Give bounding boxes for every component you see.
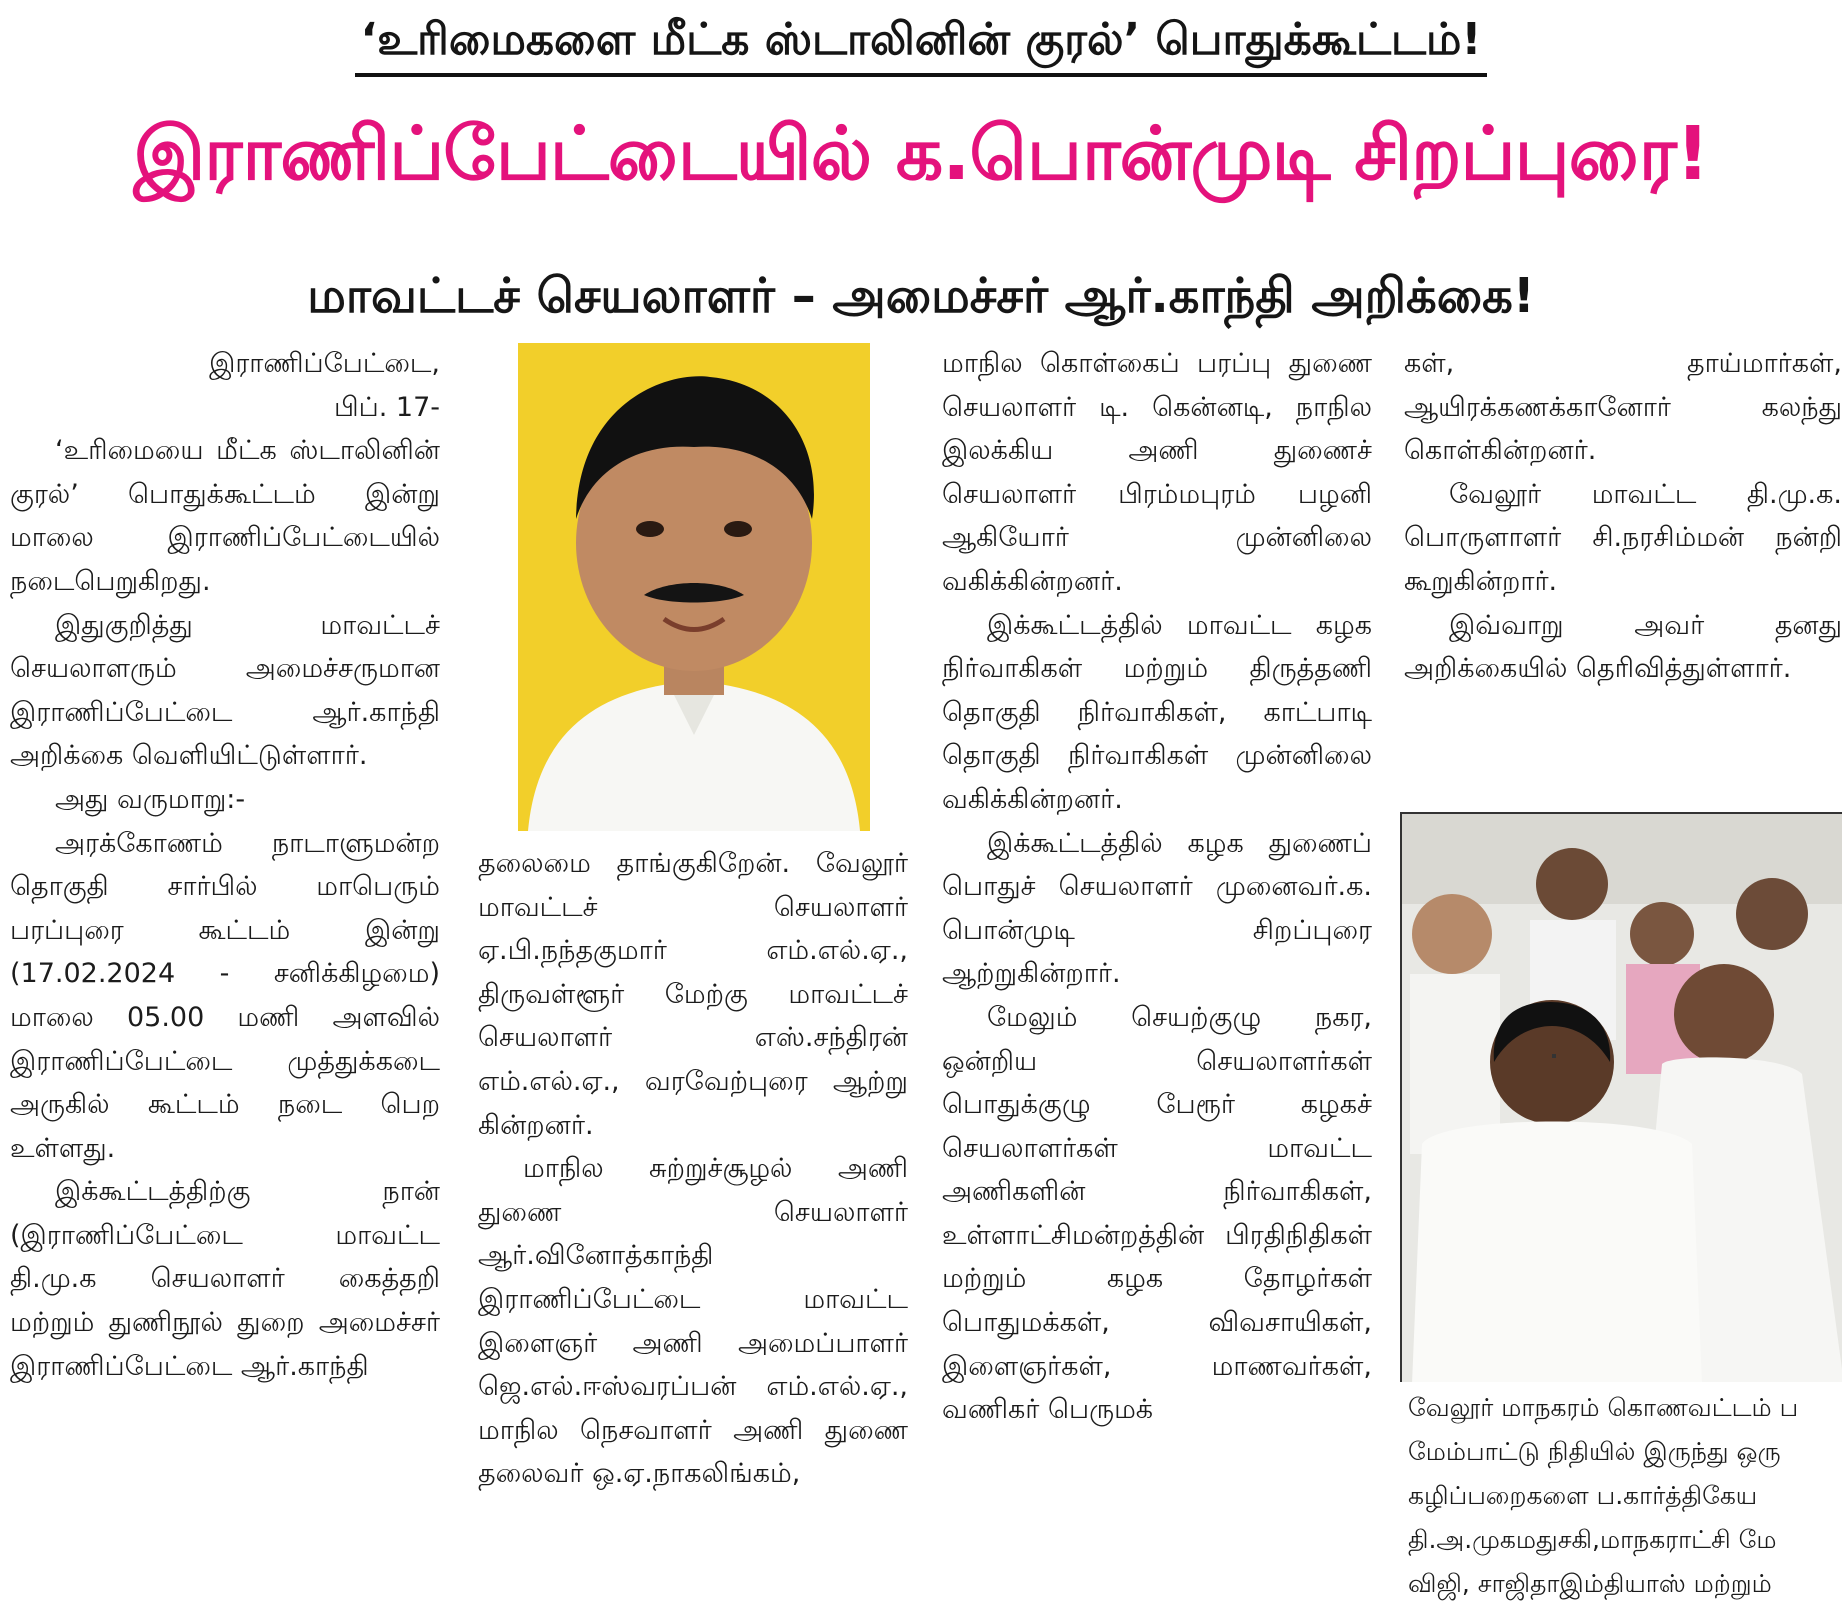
portrait-illustration xyxy=(518,343,870,831)
caption-line: மேம்பாட்டு நிதியில் இருந்து ஒரு xyxy=(1408,1437,1781,1466)
paragraph: ‘உரிமையை மீட்க ஸ்டாலினின் குரல்’ பொதுக்கூட்டம் இன்று மாலை இராணிப்பேட்டையில் நடைபெறுகிறது. xyxy=(10,435,440,597)
caption-line: விஜி, சாஜிதாஇம்தியாஸ் மற்றும் xyxy=(1408,1569,1772,1598)
paragraph: இக்கூட்டத்திற்கு நான் (இராணிப்பேட்டை மாவட்ட தி.மு.க செயலாளர் கைத்தறி மற்றும் துணிநூல் துறை அமைச்சர் இராணிப்பேட்டை ஆர்.காந்தி xyxy=(10,1176,440,1382)
news-photo xyxy=(1400,812,1842,1386)
main-headline: இராணிப்பேட்டையில் க.பொன்முடி சிறப்புரை! xyxy=(133,111,1709,197)
group-photo-illustration xyxy=(1402,814,1842,1384)
paragraph: கள், தாய்மார்கள், ஆயிரக்கணக்கானோர் கலந்து கொள்கின்றனர். xyxy=(1404,348,1842,467)
article-column-1 xyxy=(10,342,440,1604)
paragraph: இதுகுறித்து மாவட்டச் செயலாளரும் அமைச்சருமான இராணிப்பேட்டை ஆர்.காந்தி அறிக்கை வெளியிட்டுள்ளார். xyxy=(10,609,440,772)
article-column-4 xyxy=(1404,342,1842,782)
photo-caption xyxy=(1400,1382,1842,1604)
dateline-place: இராணிப்பேட்டை, xyxy=(209,348,440,379)
article-column-3 xyxy=(942,342,1372,1604)
paragraph: மேலும் செயற்குழு நகர, ஒன்றிய செயலாளர்கள் பொதுக்குழு பேரூர் கழகச் செயலாளர்கள் மாவட்ட அணிகளின் நிர்வாகிகள், உள்ளாட்சிமன்றத்தின் பிரதிநிதிகள் மற்றும் கழக தோழர்கள் பொதுமக்கள், விவசாயிகள், இளைஞர்கள், மாணவர்கள், வணிகர் பெருமக் xyxy=(942,1001,1372,1426)
paragraph: இக்கூட்டத்தில் கழக துணைப் பொதுச் செயலாளர் முனைவர்.க. பொன்முடி சிறப்புரை ஆற்றுகின்றார். xyxy=(942,827,1372,990)
caption-line: தி.அ.முகமதுசகி,மாநகராட்சி மே xyxy=(1408,1525,1777,1554)
paragraph: அது வருமாறு:- xyxy=(55,783,246,815)
kicker-heading xyxy=(0,14,1842,77)
caption-line: கழிப்பறைகளை ப.கார்த்திகேய xyxy=(1408,1481,1758,1510)
article-column-2 xyxy=(478,842,908,1604)
paragraph: தலைமை தாங்குகிறேன். வேலூர் மாவட்டச் செயலாளர் ஏ.பி.நந்தகுமார் எம்.எல்.ஏ., திருவள்ளூர் மேற்கு மாவட்டச் செயலாளர் எஸ்.சந்திரன் எம்.எல்.ஏ., வரவேற்புரை ஆற்று கின்றனர். xyxy=(478,848,908,1141)
paragraph: இவ்வாறு அவர் தனது அறிக்கையில் தெரிவித்துள்ளார். xyxy=(1404,609,1842,685)
paragraph: வேலூர் மாவட்ட தி.மு.க. பொருளாளர் சி.நரசிம்மன் நன்றி கூறுகின்றார். xyxy=(1404,478,1842,597)
kicker-text: ‘உரிமைகளை மீட்க ஸ்டாலினின் குரல்’ பொதுக்கூட்டம்! xyxy=(355,14,1488,77)
portrait-photo xyxy=(518,343,870,831)
paragraph: அரக்கோணம் நாடாளுமன்ற தொகுதி சார்பில் மாபெரும் பரப்புரை கூட்டம் இன்று (17.02.2024 - சனிக்கிழமை) மாலை 05.00 மணி அளவில் இராணிப்பேட்டை முத்துக்கடை அருகில் கூட்டம் நடை பெற உள்ளது. xyxy=(10,827,440,1164)
caption-line: வேலூர் மாநகரம் கொணவட்டம் ப xyxy=(1408,1393,1799,1422)
dateline-date: பிப். 17- xyxy=(334,391,440,423)
paragraph: மாநில கொள்கைப் பரப்பு துணை செயலாளர் டி. கென்னடி, நாநில இலக்கிய அணி துணைச் செயலாளர் பிரம்மபுரம் பழனி ஆகியோர் முன்னிலை வகிக்கின்றனர். xyxy=(942,348,1372,597)
paragraph: இக்கூட்டத்தில் மாவட்ட கழக நிர்வாகிகள் மற்றும் திருத்தணி தொகுதி நிர்வாகிகள், காட்பாடி தொகுதி நிர்வாகிகள் முன்னிலை வகிக்கின்றனர். xyxy=(942,609,1372,815)
sub-headline: மாவட்டச் செயலாளர் – அமைச்சர் ஆர்.காந்தி அறிக்கை! xyxy=(307,268,1535,324)
paragraph: மாநில சுற்றுச்சூழல் அணி துணை செயலாளர் ஆர்.வினோத்காந்தி இராணிப்பேட்டை மாவட்ட இளைஞர் அணி அமைப்பாளர் ஜெ.எல்.ஈஸ்வரப்பன் எம்.எல்.ஏ., மாநில நெசவாளர் அணி துணை தலைவர் ஒ.ஏ.நாகலிங்கம், xyxy=(478,1153,908,1490)
